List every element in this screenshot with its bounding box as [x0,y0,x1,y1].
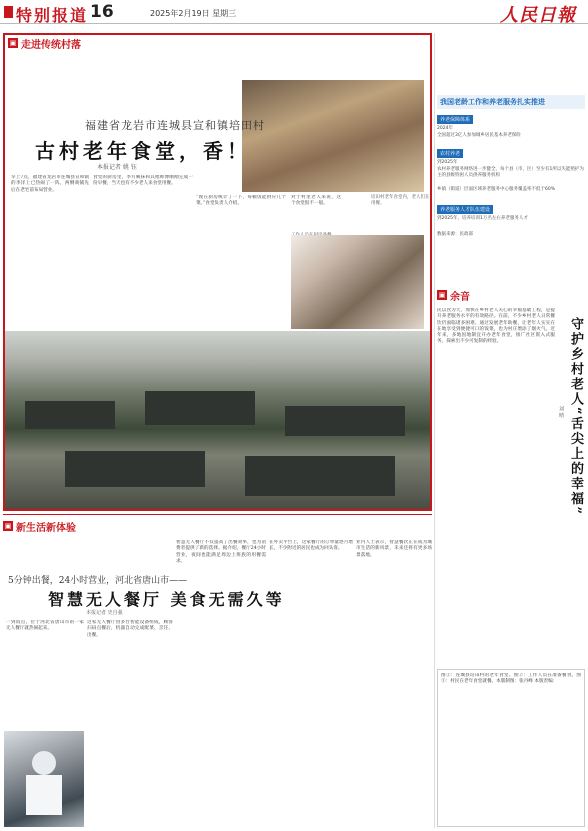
credits-box [437,669,585,827]
section-block [4,2,124,25]
article-column: 智慧无人餐厅不仅提高了出餐效率，也为消费者提供了新的选择。据介绍，餐厅24小时营业，夜间也能满足周边上班族的用餐需求。 [176,540,266,564]
essay-title: 守护乡村老人“舌尖上的幸福” [568,317,583,516]
column-divider [434,33,435,828]
infographic-line: 到2025年，培养培训1万名左右养老服务人才 [437,216,528,221]
infographic-line: 农村养老服务网络进一步健全，每个县（市、区）至少有1所以失能照护为主的县级特困人员供养服务机构 [437,167,584,178]
newspaper-logo: 人民日報 [500,5,576,26]
infographic-line: 到2025年 [437,160,458,165]
article-column: 在外卖平台上，这家餐厅的订单量逐月增长，不少附近的居民也成为回头客。 [269,540,353,552]
photo-service-robot [4,731,84,827]
essay-byline: 刘 晴 [558,406,564,418]
infographic-line: 全国超过3亿人参加城乡居民基本养老保险 [437,133,521,138]
robot-head-shape [32,751,56,775]
infographic-line: 2024年 [437,126,453,131]
photo-kitchen-staff [291,235,424,329]
roof-shape [245,456,395,496]
article-column: 这家无人餐厅由多台智能设备组成，顾客扫码点餐后，机器自动完成配菜、烹饪、出餐。 [87,620,173,638]
photo-village-aerial [5,331,430,509]
roof-shape [25,401,115,429]
bottom-story-headline: 智慧无人餐厅 美食无需久等 [48,590,285,609]
infographic-tag: 农村养老 [437,149,463,158]
photo-caption: 培田村老年食堂内，老人们在用餐。 [371,195,430,206]
top-story-frame [3,33,432,511]
section-marker-icon [4,6,13,18]
photo-diners-in-canteen [242,80,424,192]
infographic-title: 我国老龄工作和养老服务扎实推进 [437,95,585,109]
article-column: 食堂的厨房里，李方姨抹和其他师傅刚刚完成一份早餐，当天也有不少老人来食堂用餐。 [93,175,193,187]
top-story-byline: 本报记者 姚 钰 [97,164,137,171]
section-name: 特别报道 [16,6,89,25]
roof-shape [65,451,205,487]
article-column: 业内人士表示，智慧餐饮正在成为城市生活的新风景，未来还将有更多场景落地。 [356,540,432,558]
section-flag-icon: ▣ [4,522,12,530]
infographic-tag: 养老保障体系 [437,115,473,124]
top-story-subhead: 福建省龙岩市连城县宣和镇培田村 [85,119,265,132]
page-number: 16 [90,2,114,22]
top-story-section-label: ▣ 走进传统村落 [9,39,81,51]
top-story-headline: 古村老年食堂，香！ [35,139,251,163]
essay-section-label: ▣ 余音 [438,291,470,303]
bottom-story-section-label: ▣ 新生活新体验 [4,522,76,534]
bottom-story-byline: 本报记者 史自强 [86,610,123,616]
roof-shape [285,406,405,436]
article-column: 对于村里老人来说，这个食堂很不一般。 [291,195,341,207]
infographic-source: 数据来源：民政部 [437,232,473,237]
article-column: “现在厨房统计了一下，每顿饭能供应几个菜。”食堂负责人介绍。 [196,195,286,207]
infographic-tag: 养老服务人才队伍建设 [437,205,493,214]
robot-body-shape [26,775,62,815]
section-flag-icon: ▣ [438,291,446,299]
article-column: 早上7点，福建省龙岩市连城县宣和镇的李洋上已热闹了一阵，两侧商铺先后在老宅前布局营业。 [11,175,89,193]
masthead [0,0,588,24]
credits-text: 图①：连城县培田村的老年食堂。图②：工作人员在准备餐食。图③：村民在老年食堂就餐。本版制图：张丹峰 本版责编： [441,673,581,685]
section-flag-icon: ▣ [9,39,17,47]
right-column [437,33,585,831]
article-column: 一到饭点，位于河北省唐山市的一家无人餐厅就热闹起来。 [6,620,84,632]
essay-body: 民以食为天，加快在乡村老人关心的幸福基础工程，是提升养老服务水平的有效路径。在前，不少乡村老人日常餐饮仍面临诸多困难。通过发展老年助餐，让老年人实实在在地享受到便捷可口的饭菜，也为村庄增添了烟火气。近年来，多地因地制宜开办老年食堂，推广社区嵌入式服务，探索出不少可复制的经验。 [437,308,555,345]
bottom-story-subhead: 5分钟出餐，24小时营业，河北省唐山市—— [8,576,188,586]
infographic-line: 乡镇（街道）层面区域养老服务中心服务覆盖率不低于60% [437,187,555,192]
section-divider [3,514,432,515]
roof-shape [145,391,255,425]
issue-date: 2025年2月19日 星期三 [150,9,237,18]
